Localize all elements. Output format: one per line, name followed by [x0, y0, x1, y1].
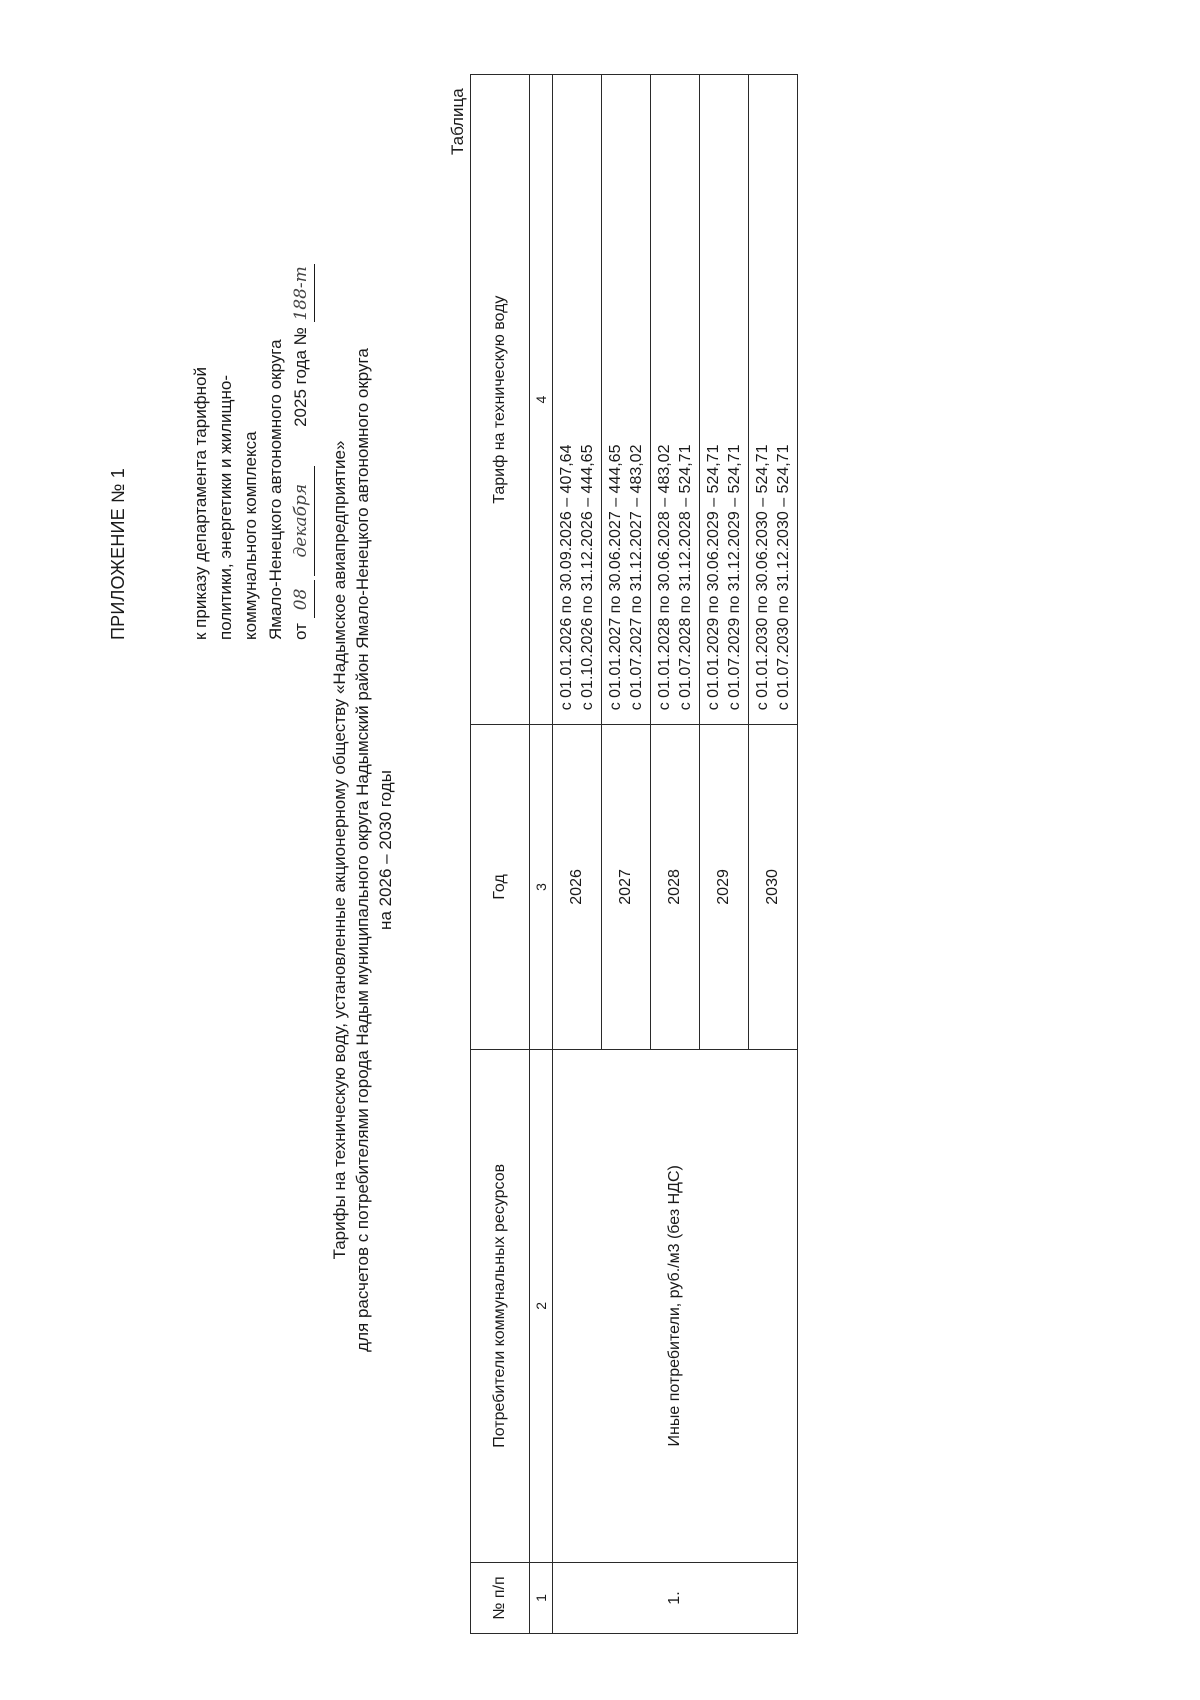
consumer-cell: Иные потребители, руб./м3 (без НДС): [553, 1049, 798, 1563]
row-number-cell: 1.: [553, 1563, 798, 1634]
tariff-cell: [602, 75, 651, 725]
header-cell-tariff: Тариф на техническую воду: [471, 75, 530, 725]
tariff-period: с 01.07.2030 по 31.12.2030 – 524,71: [775, 444, 792, 711]
tariff-cell: [553, 75, 602, 725]
header-cell-number: № п/п: [471, 1563, 530, 1634]
tariff-period: с 01.01.2027 по 30.06.2027 – 444,65: [607, 444, 624, 711]
year-cell: 2026: [553, 725, 602, 1049]
year-cell: 2028: [651, 725, 700, 1049]
table-header-row: [471, 75, 530, 1634]
handwritten-month: декабря: [289, 466, 315, 576]
tariff-period: с 01.10.2026 по 31.12.2026 – 444,65: [579, 444, 596, 711]
column-number-row: [530, 75, 553, 1634]
order-reference-line: Ямало-Ненецкого автономного округа: [266, 339, 285, 640]
document-title-line: Тарифы на техническую воду, установленные акционерному обществу «Надымское авиапредприятие»: [330, 440, 349, 1260]
document-title: [328, 150, 397, 1550]
table-caption: Таблица: [448, 88, 467, 155]
document-title-line: для расчетов с потребителями города Надым муниципального округа Надымский район Ямало-Ненецкого автономного округа: [353, 348, 372, 1352]
appendix-title: ПРИЛОЖЕНИЕ № 1: [108, 468, 128, 640]
tariff-cell: [651, 75, 700, 725]
column-number-cell: 1: [530, 1563, 553, 1634]
tariff-period: с 01.07.2028 по 31.12.2028 – 524,71: [677, 444, 694, 711]
header-cell-consumers: Потребители коммунальных ресурсов: [471, 1049, 530, 1563]
document-title-line: на 2026 – 2030 годы: [376, 770, 395, 930]
tariff-period: с 01.01.2030 по 30.06.2030 – 524,71: [754, 444, 771, 711]
tariff-cell: [700, 75, 749, 725]
year-cell: 2030: [749, 725, 798, 1049]
year-cell: 2027: [602, 725, 651, 1049]
date-prefix: от: [291, 623, 310, 640]
handwritten-day: 08: [289, 580, 315, 618]
handwritten-order-number: 188-т: [289, 264, 315, 322]
order-reference-line: политики, энергетики и жилищно-: [216, 375, 235, 640]
tariff-period: с 01.07.2029 по 31.12.2029 – 524,71: [726, 444, 743, 711]
order-reference-block: [188, 264, 315, 640]
header-cell-year: Год: [471, 725, 530, 1049]
order-reference-line: коммунального комплекса: [241, 431, 260, 640]
date-year-text: 2025 года №: [291, 327, 310, 427]
column-number-cell: 2: [530, 1049, 553, 1563]
table-row: [553, 75, 602, 1634]
tariff-cell: [749, 75, 798, 725]
tariff-period: с 01.01.2028 по 30.06.2028 – 483,02: [656, 444, 673, 711]
tariff-period: с 01.07.2027 по 31.12.2027 – 483,02: [628, 444, 645, 711]
order-reference-line: к приказу департамента тарифной: [191, 366, 210, 640]
column-number-cell: 4: [530, 75, 553, 725]
year-cell: 2029: [700, 725, 749, 1049]
order-date-line: [288, 264, 315, 640]
tariff-table: [470, 74, 798, 1634]
tariff-period: с 01.01.2026 по 30.09.2026 – 407,64: [558, 444, 575, 711]
tariff-period: с 01.01.2029 по 30.06.2029 – 524,71: [705, 444, 722, 711]
column-number-cell: 3: [530, 725, 553, 1049]
